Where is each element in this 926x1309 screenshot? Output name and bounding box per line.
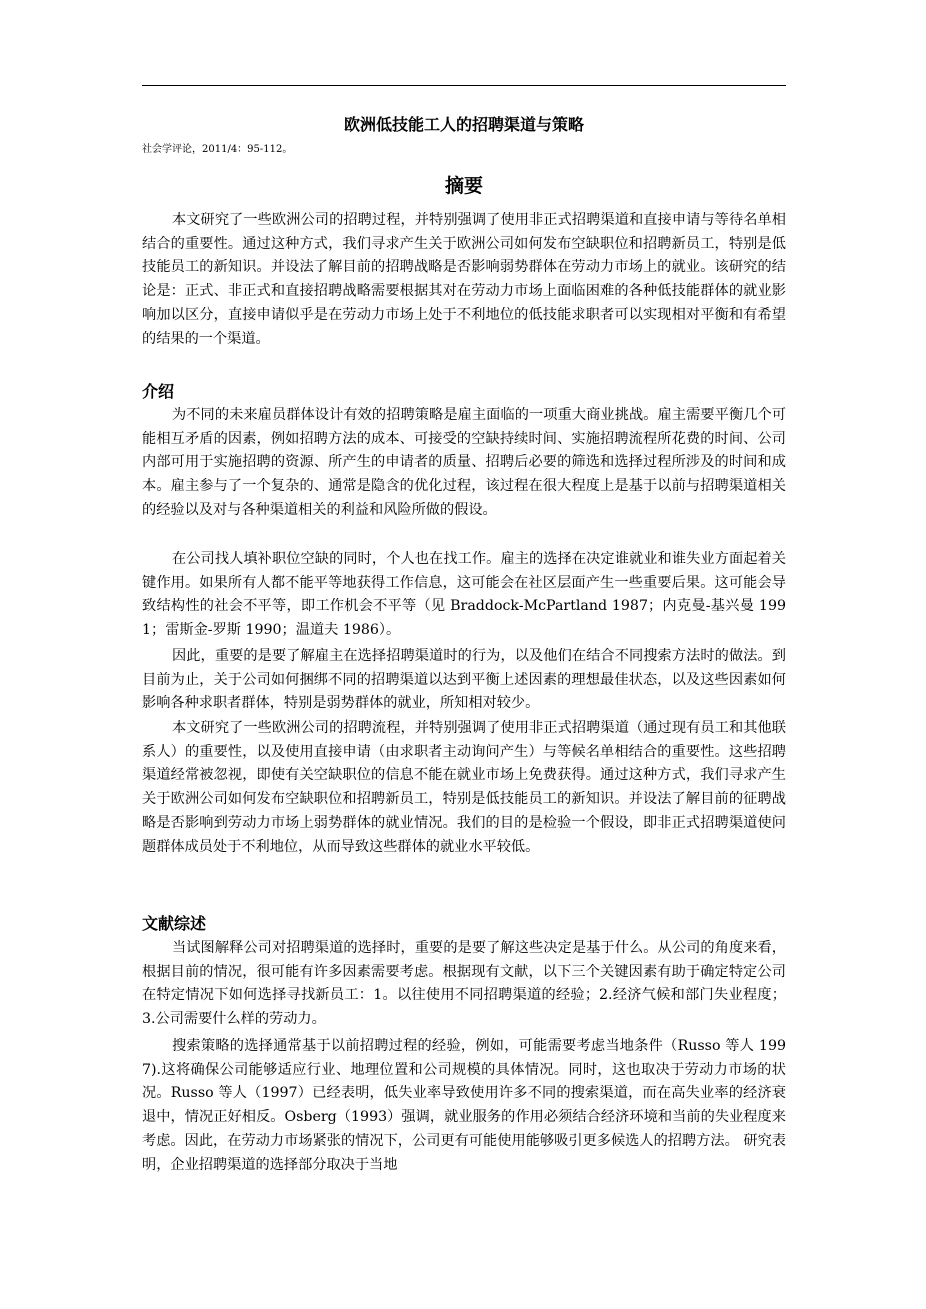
document-title: 欧洲低技能工人的招聘渠道与策略	[343, 115, 584, 134]
literature-paragraph-1: 当试图解释公司对招聘渠道的选择时，重要的是要了解这些决定是基于什么。从公司的角度来看，根据目前的情况，很可能有许多因素需要考虑。根据现有文献，以下三个关键因素有助于确定特定公司在特定情况下如何选择寻找新员工：1。以往使用不同招聘渠道的经验；2.经济气候和部门失业程度；3.公司需要什么样的劳动力。	[142, 940, 786, 1028]
intro-paragraph-4: 本文研究了一些欧洲公司的招聘流程，并特别强调了使用非正式招聘渠道（通过现有员工和其他联系人）的重要性，以及使用直接申请（由求职者主动询问产生）与等候名单相结合的重要性。这些招聘渠道经常被忽视，即使有关空缺职位的信息不能在就业市场上免费获得。通过这种方式，我们寻求产生关于欧洲公司如何发布空缺职位和招聘新员工，特别是低技能员工的新知识。并设法了解目前的征聘战略是否影响到劳动力市场上弱势群体的就业情况。我们的目的是检验一个假设，即非正式招聘渠道使问题群体成员处于不利地位，从而导致这些群体的就业水平较低。	[142, 720, 786, 855]
citation: 社会学评论，2011/4：95-112。	[142, 144, 293, 155]
literature-paragraph-2: 搜索策略的选择通常基于以前招聘过程的经验，例如，可能需要考虑当地条件（Russo 等人 1997).这将确保公司能够适应行业、地理位置和公司规模的具体情况。同时，这也取决于劳动力市场的状况。Russo 等人（1997）已经表明，低失业率导致使用许多不同的搜索渠道，而在高失业率的经济衰退中，情况正好相反。Osberg（1993）强调，就业服务的作用必须结合经济环境和当前的失业程度来考虑。因此，在劳动力市场紧张的情况下，公司更有可能使用能够吸引更多候选人的招聘方法。 研究表明，企业招聘渠道的选择部分取决于当地	[142, 1038, 786, 1173]
intro-heading: 介绍	[142, 382, 175, 401]
abstract-heading: 摘要	[444, 175, 483, 197]
intro-paragraph-1: 为不同的未来雇员群体设计有效的招聘策略是雇主面临的一项重大商业挑战。雇主需要平衡几个可能相互矛盾的因素，例如招聘方法的成本、可接受的空缺持续时间、实施招聘流程所花费的时间、公司内部可用于实施招聘的资源、所产生的申请者的质量、招聘后必要的筛选和选择过程所涉及的时间和成本。雇主参与了一个复杂的、通常是隐含的优化过程，该过程在很大程度上是基于以前与招聘渠道相关的经验以及对与各种渠道相关的利益和风险所做的假设。	[142, 407, 786, 518]
literature-review-heading: 文献综述	[142, 914, 207, 933]
intro-paragraph-3: 因此，重要的是要了解雇主在选择招聘渠道时的行为，以及他们在结合不同搜索方法时的做法。到目前为止，关于公司如何捆绑不同的招聘渠道以达到平衡上述因素的理想最佳状态，以及这些因素如何影响各种求职者群体，特别是弱势群体的就业，所知相对较少。	[142, 648, 786, 712]
abstract-paragraph: 本文研究了一些欧洲公司的招聘过程，并特别强调了使用非正式招聘渠道和直接申请与等待名单相结合的重要性。通过这种方式，我们寻求产生关于欧洲公司如何发布空缺职位和招聘新员工，特别是低技能员工的新知识。并设法了解目前的招聘战略是否影响弱势群体在劳动力市场上的就业。该研究的结论是：正式、非正式和直接招聘战略需要根据其对在劳动力市场上面临困难的各种低技能群体的就业影响加以区分，直接申请似乎是在劳动力市场上处于不利地位的低技能求职者可以实现相对平衡和有希望的结果的一个渠道。	[142, 212, 786, 347]
intro-paragraph-2: 在公司找人填补职位空缺的同时，个人也在找工作。雇主的选择在决定谁就业和谁失业方面起着关键作用。如果所有人都不能平等地获得工作信息，这可能会在社区层面产生一些重要后果。这可能会导致结构性的社会不平等，即工作机会不平等（见 Braddock-McPartland 1987；内克曼-基兴曼 1991；雷斯金-罗斯 1990；温道夫 1986）。	[142, 551, 786, 639]
header-rule	[142, 85, 786, 86]
